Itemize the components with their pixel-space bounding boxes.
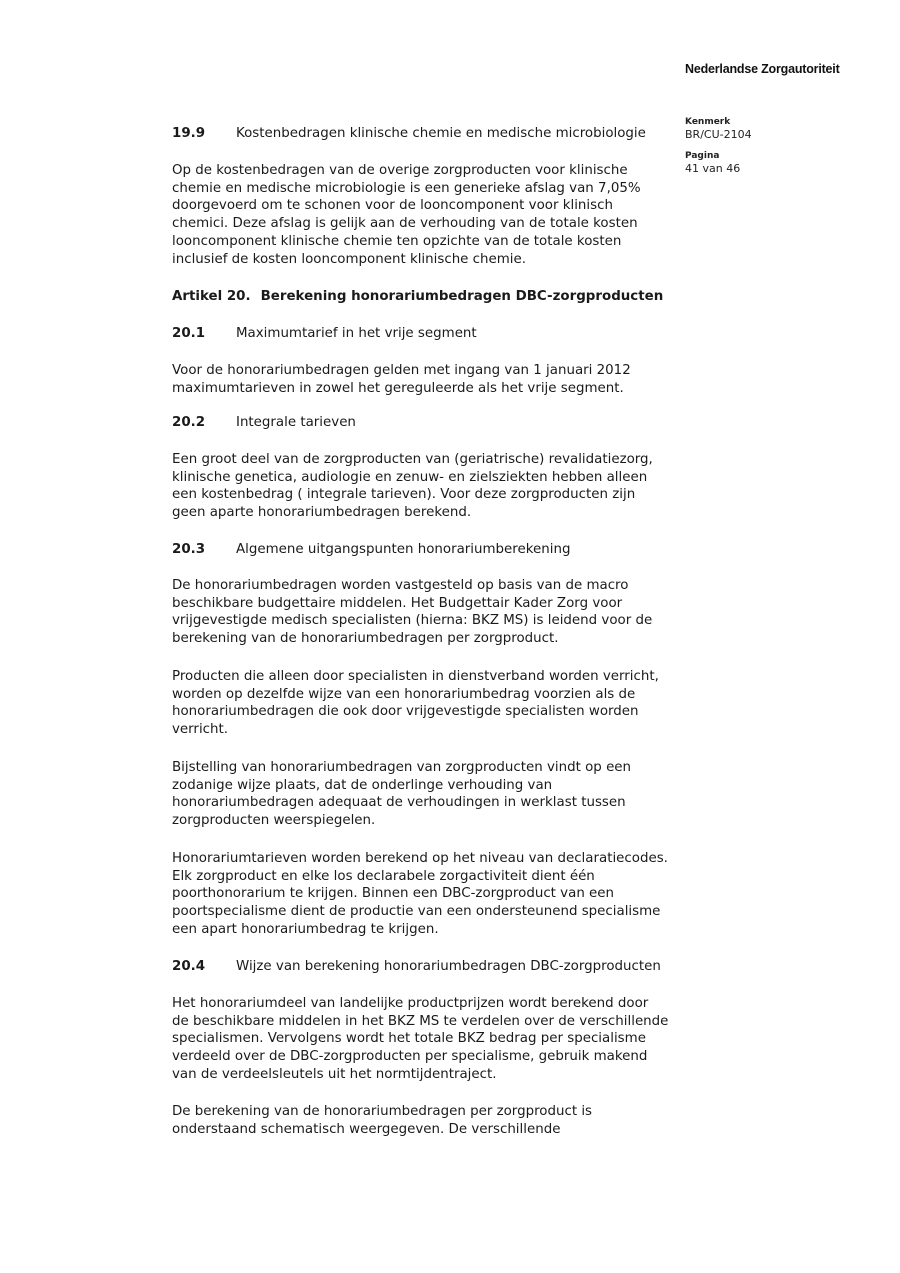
text-line: Op de kostenbedragen van de overige zorgproducten voor klinische	[172, 163, 628, 178]
organization-name: Nederlandse Zorgautoriteit	[685, 62, 840, 76]
text-line: Producten die alleen door specialisten in dienstverband worden verricht,	[172, 669, 659, 684]
text-line: De berekening van de honorariumbedragen per zorgproduct is	[172, 1104, 593, 1119]
article-number: Artikel 20.	[172, 289, 251, 304]
section-20-3-paragraph-1	[172, 577, 692, 648]
text-line: honorariumbedragen adequaat de verhoudingen in werklast tussen	[172, 795, 626, 811]
section-20-2-paragraph	[172, 451, 692, 522]
text-line: verricht.	[172, 722, 229, 738]
section-title: Kostenbedragen klinische chemie en medische microbiologie	[236, 126, 646, 141]
section-19-9-paragraph	[172, 162, 692, 268]
section-title: Maximumtarief in het vrije segment	[236, 326, 477, 341]
text-line: worden op dezelfde wijze van een honorariumbedrag voorzien als de	[172, 686, 636, 702]
section-19-9-heading	[172, 125, 646, 143]
text-line: beschikbare budgettaire middelen. Het Budgettair Kader Zorg voor	[172, 595, 623, 611]
pagina-value: 41 van 46	[685, 162, 741, 175]
text-line: geen aparte honorariumbedragen berekend.	[172, 505, 472, 521]
text-line: onderstaand schematisch weergegeven. De verschillende	[172, 1121, 561, 1137]
text-line: poortspecialisme dient de productie van een ondersteunend specialisme	[172, 904, 661, 920]
section-20-4-paragraph-2	[172, 1103, 692, 1138]
section-20-4-heading	[172, 958, 661, 976]
section-20-3-heading	[172, 541, 570, 559]
section-20-2-heading	[172, 414, 356, 432]
text-line: maximumtarieven in zowel het gereguleerde als het vrije segment.	[172, 380, 624, 396]
section-title: Integrale tarieven	[236, 415, 356, 430]
text-line: Voor de honorariumbedragen gelden met ingang van 1 januari 2012	[172, 363, 631, 378]
text-line: specialismen. Vervolgens wordt het totale BKZ bedrag per specialisme	[172, 1031, 646, 1047]
section-20-1-heading	[172, 325, 477, 343]
section-number: 19.9	[172, 126, 206, 141]
text-line: Honorariumtarieven worden berekend op het niveau van declaratiecodes.	[172, 851, 668, 866]
section-20-3-paragraph-2	[172, 668, 692, 739]
text-line: een apart honorariumbedrag te krijgen.	[172, 921, 439, 937]
pagina-block	[685, 150, 740, 176]
text-line: zodanige wijze plaats, dat de onderlinge verhouding van	[172, 777, 553, 793]
text-line: chemici. Deze afslag is gelijk aan de verhouding van de totale kosten	[172, 216, 638, 232]
text-line: verdeeld over de DBC-zorgproducten per specialisme, gebruik makend	[172, 1049, 648, 1065]
text-line: honorariumbedragen die ook door vrijgevestigde specialisten worden	[172, 704, 639, 720]
section-number: 20.3	[172, 542, 206, 557]
kenmerk-block	[685, 116, 752, 142]
text-line: van de verdeelsleutels uit het normtijdentraject.	[172, 1066, 497, 1082]
text-line: Bijstelling van honorariumbedragen van zorgproducten vindt op een	[172, 760, 632, 775]
section-number: 20.1	[172, 326, 206, 341]
text-line: poorthonorarium te krijgen. Binnen een DBC-zorgproduct van een	[172, 886, 615, 902]
text-line: vrijgevestigde medisch specialisten (hierna: BKZ MS) is leidend voor de	[172, 613, 653, 629]
section-title: Algemene uitgangspunten honorariumberekening	[236, 542, 571, 557]
text-line: Elk zorgproduct en elke los declarabele zorgactiviteit dient één	[172, 868, 595, 884]
section-number: 20.4	[172, 959, 206, 974]
section-20-4-paragraph-1	[172, 995, 692, 1084]
section-title: Wijze van berekening honorariumbedragen DBC-zorgproducten	[236, 959, 661, 974]
text-line: de beschikbare middelen in het BKZ MS te verdelen over de verschillende	[172, 1013, 669, 1029]
text-line: klinische genetica, audiologie en zenuw- en zielsziekten hebben alleen	[172, 469, 648, 485]
pagina-label: Pagina	[685, 151, 720, 161]
article-title: Berekening honorariumbedragen DBC-zorgproducten	[260, 289, 664, 304]
section-20-1-paragraph	[172, 362, 692, 397]
kenmerk-value: BR/CU-2104	[685, 128, 752, 141]
section-number: 20.2	[172, 415, 206, 430]
text-line: chemie en medische microbiologie is een generieke afslag van 7,05%	[172, 180, 641, 196]
text-line: een kostenbedrag ( integrale tarieven). Voor deze zorgproducten zijn	[172, 487, 636, 503]
text-line: zorgproducten weerspiegelen.	[172, 813, 376, 829]
kenmerk-label: Kenmerk	[685, 117, 731, 127]
text-line: De honorariumbedragen worden vastgesteld op basis van de macro	[172, 578, 629, 593]
article-20-heading	[172, 289, 663, 304]
text-line: doorgevoerd om te schonen voor de looncomponent voor klinisch	[172, 198, 613, 214]
section-20-3-paragraph-3	[172, 759, 692, 830]
text-line: looncomponent klinische chemie ten opzichte van de totale kosten	[172, 233, 622, 249]
text-line: Het honorariumdeel van landelijke productprijzen wordt berekend door	[172, 996, 649, 1011]
section-20-3-paragraph-4	[172, 850, 692, 939]
text-line: inclusief de kosten looncomponent klinische chemie.	[172, 251, 527, 267]
text-line: Een groot deel van de zorgproducten van (geriatrische) revalidatiezorg,	[172, 452, 653, 467]
text-line: berekening van de honorariumbedragen per zorgproduct.	[172, 631, 559, 647]
